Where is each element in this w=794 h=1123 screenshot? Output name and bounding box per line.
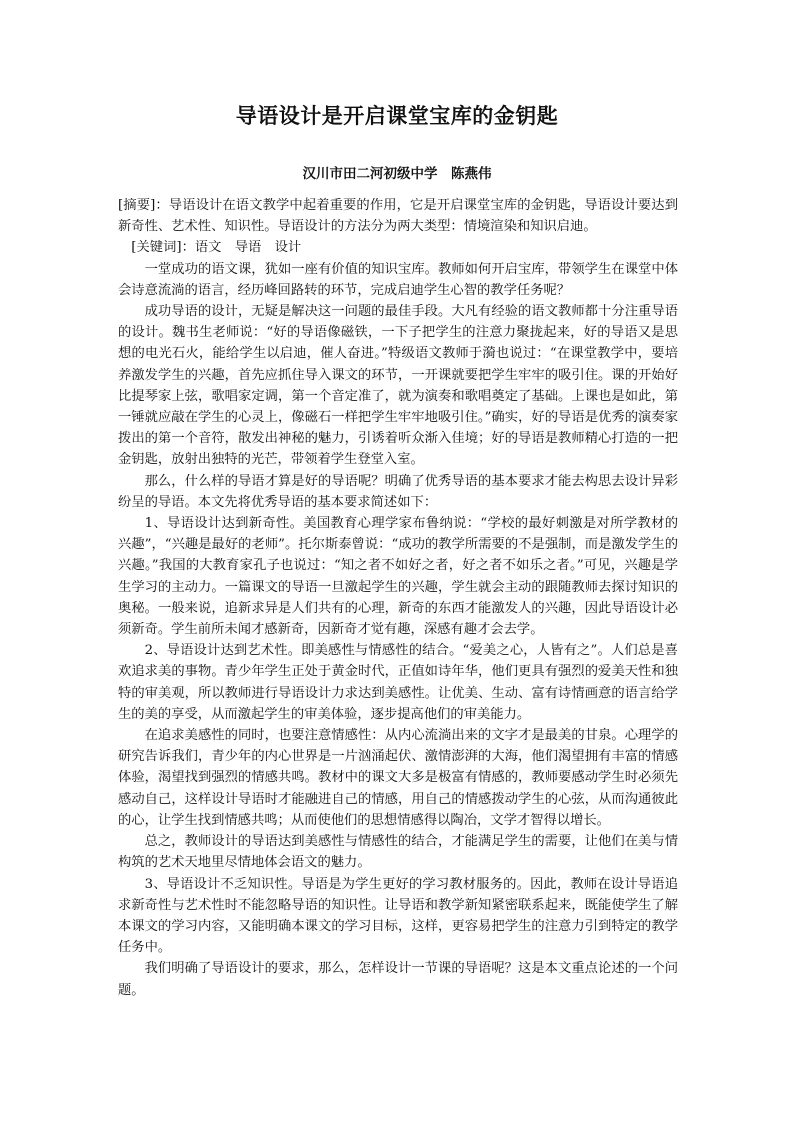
body-paragraph: 3、导语设计不乏知识性。导语是为学生更好的学习教材服务的。因此，教师在设计导语追求新奇性与艺术性时不能忽略导语的知识性。让导语和教学新知紧密联系起来，既能使学生了解本课文的学习内容，又能明确本课文的学习目标，这样，更容易把学生的注意力引到特定的教学任务中。 <box>118 876 678 956</box>
body-paragraph: 我们明确了导语设计的要求，那么，怎样设计一节课的导语呢？这是本文重点论述的一个问题。 <box>118 961 678 998</box>
keywords-line: [关键词]：语文 导语 设计 <box>131 240 302 256</box>
document-body <box>118 195 678 1001</box>
body-paragraph: 2、导语设计达到艺术性。即美感性与情感性的结合。“爱美之心，人皆有之”。人们总是喜欢追求美的事物。青少年学生正处于黄金时代，正值如诗年华，他们更具有强烈的爱美天性和独特的审美观，所以教师进行导语设计力求达到美感性。让优美、生动、富有诗情画意的语言给学生的美的享受，从而激起学生的审美体验，逐步提高他们的审美能力。 <box>118 643 678 722</box>
body-paragraph: 一堂成功的语文课，犹如一座有价值的知识宝库。教师如何开启宝库，带领学生在课堂中体会诗意流淌的语言，经历峰回路转的环节，完成启迪学生心智的教学任务呢？ <box>118 261 678 298</box>
body-paragraph: 1、导语设计达到新奇性。美国教育心理学家布鲁纳说：“学校的最好刺激是对所学教材的兴趣”，“兴趣是最好的老师”。托尔斯泰曾说：“成功的教学所需要的不是强制，而是激发学生的兴趣。”我国的大教育家孔子也说过：“知之者不如好之者，好之者不如乐之者。”可见，兴趣是学生学习的主动力。一篇课文的导语一旦激起学生的兴趣，学生就会主动的跟随教师去探讨知识的奥秘。一般来说，追新求异是人们共有的心理，新奇的东西才能激发人的兴趣，因此导语设计必须新奇。学生前所未闻才感新奇，因新奇才觉有趣，深感有趣才会去学。 <box>118 516 678 638</box>
body-paragraph: 在追求美感性的同时，也要注意情感性：从内心流淌出来的文字才是最美的甘泉。心理学的研究告诉我们，青少年的内心世界是一片汹涌起伏、激情澎湃的大海，他们渴望拥有丰富的情感体验，渴望找到强烈的情感共鸣。教材中的课文大多是极富有情感的，教师要感动学生时必须先感动自己，这样设计导语时才能融进自己的情感，用自己的情感拨动学生的心弦，从而沟通彼此的心，让学生找到情感共鸣；从而使他们的思想情感得以陶冶，文学才智得以增长。 <box>118 728 678 828</box>
body-paragraph: 总之，教师设计的导语达到美感性与情感性的结合，才能满足学生的需要，让他们在美与情构筑的艺术天地里尽情地体会语文的魅力。 <box>118 834 678 871</box>
body-paragraph: 那么，什么样的导语才算是好的导语呢？明确了优秀导语的基本要求才能去构思去设计异彩纷呈的导语。本文先将优秀导语的基本要求简述如下： <box>118 473 678 510</box>
abstract-paragraph: [摘要]：导语设计在语文教学中起着重要的作用，它是开启课堂宝库的金钥匙，导语设计要达到新奇性、艺术性、知识性。导语设计的方法分为两大类型：情境渲染和知识启迪。 <box>118 198 678 235</box>
body-paragraph: 成功导语的设计，无疑是解决这一问题的最佳手段。大凡有经验的语文教师都十分注重导语的设计。魏书生老师说：“好的导语像磁铁，一下子把学生的注意力聚拢起来，好的导语又是思想的电光石火，能给学生以启迪，催人奋进。”特级语文教师于漪也说过：“在课堂教学中，要培养激发学生的兴趣，首先应抓住导入课文的环节，一开课就要把学生牢牢的吸引住。课的开始好比提琴家上弦，歌唱家定调，第一个音定准了，就为演奏和歌唱奠定了基础。上课也是如此，第一锤就应敲在学生的心灵上，像磁石一样把学生牢牢地吸引住。”确实，好的导语是优秀的演奏家拨出的第一个音符，散发出神秘的魅力，引诱着听众渐入佳境；好的导语是教师精心打造的一把金钥匙，放射出独特的光芒，带领着学生登堂入室。 <box>118 304 678 468</box>
author-line: 汉川市田二河初级中学 陈燕伟 <box>302 166 492 182</box>
document-title: 导语设计是开启课堂宝库的金钥匙 <box>235 103 559 128</box>
